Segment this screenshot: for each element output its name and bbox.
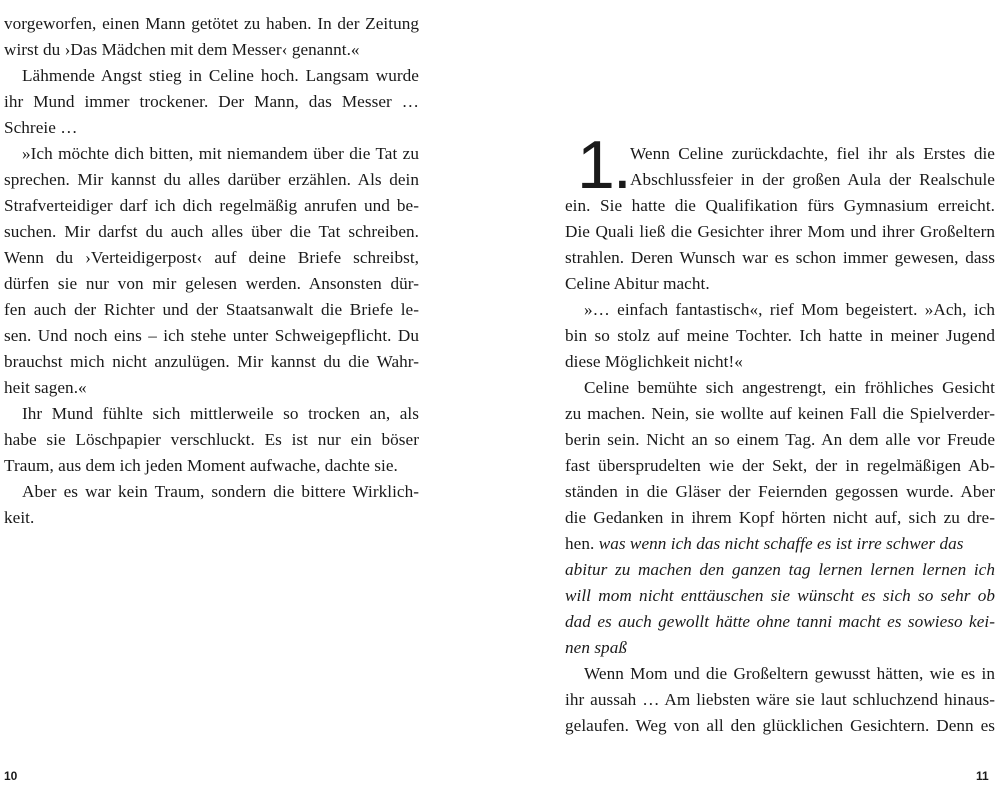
inner-thought-line: abitur zu machen den ganzen tag lernen lernen lernen ich <box>565 560 995 579</box>
text-line: fast übersprudelten wie der Sekt, der in regelmäßigen Ab- <box>565 456 995 475</box>
inner-thought-line: nen spaß <box>565 638 627 657</box>
text-line: Schreie … <box>4 118 78 137</box>
text-line: diese Möglichkeit nicht!« <box>565 352 743 371</box>
text-line: »… einfach fantastisch«, rief Mom begeistert. »Ach, ich <box>584 300 995 319</box>
text-span: hen. <box>565 534 595 553</box>
text-line: Wenn Celine zurückdachte, fiel ihr als Erstes die <box>630 144 995 163</box>
text-line: Celine Abitur macht. <box>565 274 710 293</box>
text-line-mixed <box>565 531 995 557</box>
text-line: ihr Mund immer trockener. Der Mann, das Messer … <box>4 92 419 111</box>
text-line: heit sagen.« <box>4 378 87 397</box>
text-line: ständen in die Gläser der Feiernden gegossen wurde. Aber <box>565 482 995 501</box>
text-line: habe sie Löschpapier verschluckt. Es ist nur ein böser <box>4 430 419 449</box>
text-line: Abschlussfeier in der großen Aula der Realschule <box>630 170 995 189</box>
text-line: Traum, aus dem ich jeden Moment aufwache, dachte sie. <box>4 456 398 475</box>
text-line: suchen. Mir darfst du auch alles über die Tat schreiben. <box>4 222 419 241</box>
inner-thought-text: was wenn ich das nicht schaffe es ist irre schwer das <box>598 534 964 553</box>
text-line: ihr aussah … Am liebsten wäre sie laut schluchzend hinaus- <box>565 690 995 709</box>
text-line: Strafverteidiger darf ich dich regelmäßig anrufen und be- <box>4 196 419 215</box>
text-line: strahlen. Deren Wunsch war es schon immer gewesen, dass <box>565 248 995 267</box>
text-line: Aber es war kein Traum, sondern die bittere Wirklich- <box>22 482 419 501</box>
chapter-number: 1. <box>577 127 630 203</box>
text-line: Die Quali ließ die Gesichter ihrer Mom und ihrer Großeltern <box>565 222 995 241</box>
text-line: bin so stolz auf meine Tochter. Ich hatte in meiner Jugend <box>565 326 995 345</box>
text-line: keit. <box>4 508 35 527</box>
inner-thought-line: dad es auch gewollt hätte ohne tanni macht es sowieso kei- <box>565 612 995 631</box>
text-line: Celine bemühte sich angestrengt, ein fröhliches Gesicht <box>584 378 995 397</box>
text-line: dürfen sie nur von mir gelesen werden. Ansonsten dür- <box>4 274 419 293</box>
text-line: wirst du ›Das Mädchen mit dem Messer‹ genannt.« <box>4 40 360 59</box>
text-line: berin sein. Nicht an so einem Tag. An dem alle vor Freude <box>565 430 995 449</box>
text-line: vorgeworfen, einen Mann getötet zu haben. In der Zeitung <box>4 14 419 33</box>
text-line: sprechen. Mir kannst du alles darüber erzählen. Als dein <box>4 170 419 189</box>
right-page <box>500 0 1000 800</box>
text-line: die Gedanken in ihrem Kopf hörten nicht auf, sich zu dre- <box>565 508 995 527</box>
text-line: ein. Sie hatte die Qualifikation fürs Gymnasium erreicht. <box>565 196 995 215</box>
page-number-right: 11 <box>976 769 989 783</box>
text-line: Ihr Mund fühlte sich mittlerweile so trocken an, als <box>22 404 419 423</box>
text-line: Lähmende Angst stieg in Celine hoch. Langsam wurde <box>22 66 419 85</box>
text-line: brauchst mich nicht anzulügen. Mir kannst du die Wahr- <box>4 352 419 371</box>
inner-thought-line: will mom nicht enttäuschen sie wünscht es sich so sehr ob <box>565 586 995 605</box>
text-line: »Ich möchte dich bitten, mit niemandem über die Tat zu <box>22 144 419 163</box>
text-line: sen. Und noch eins – ich stehe unter Schweigepflicht. Du <box>4 326 419 345</box>
text-line: zu machen. Nein, sie wollte auf keinen Fall die Spielverder- <box>565 404 995 423</box>
text-line: fen auch der Richter und der Staatsanwalt die Briefe le- <box>4 300 419 319</box>
page-number-left: 10 <box>4 769 18 783</box>
text-line: Wenn Mom und die Großeltern gewusst hätten, wie es in <box>584 664 995 683</box>
text-line: gelaufen. Weg von all den glücklichen Gesichtern. Denn es <box>565 716 995 735</box>
text-line: Wenn du ›Verteidigerpost‹ auf deine Briefe schreibst, <box>4 248 419 267</box>
